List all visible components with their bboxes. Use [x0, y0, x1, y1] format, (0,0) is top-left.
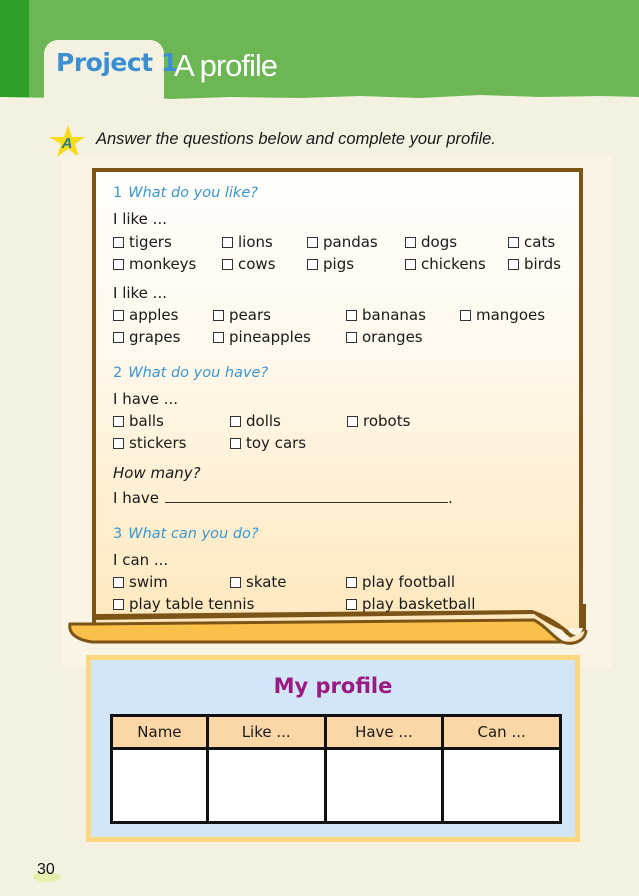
option-label: swim — [129, 573, 168, 591]
page-title: A profile — [174, 48, 278, 83]
option-mangoes[interactable] — [460, 306, 545, 324]
column-header-have: Have ... — [325, 716, 443, 749]
option-label: balls — [129, 412, 164, 430]
checkbox[interactable] — [230, 416, 241, 427]
prompt-like-fruit: I like ... — [113, 284, 167, 302]
checkbox[interactable] — [113, 259, 124, 270]
option-pineapples[interactable] — [213, 328, 311, 346]
profile-table — [110, 714, 562, 824]
option-chickens[interactable] — [405, 255, 486, 273]
option-label: monkeys — [129, 255, 197, 273]
project-label: Project 1 — [56, 48, 178, 77]
checkbox[interactable] — [113, 310, 124, 321]
option-label: pineapples — [229, 328, 311, 346]
question-2 — [113, 365, 268, 381]
instruction-text: Answer the questions below and complete your profile. — [96, 130, 496, 148]
option-label: play table tennis — [129, 595, 255, 613]
checkbox[interactable] — [113, 599, 124, 610]
checkbox[interactable] — [508, 237, 519, 248]
question-text: What do you have? — [128, 365, 269, 381]
like-cell[interactable] — [207, 749, 325, 823]
option-grapes[interactable] — [113, 328, 180, 346]
profile-header-row — [112, 716, 561, 749]
option-label: birds — [524, 255, 561, 273]
profile-title: My profile — [273, 674, 393, 698]
checkbox[interactable] — [222, 237, 233, 248]
question-3 — [113, 526, 259, 542]
option-label: skate — [246, 573, 287, 591]
checkbox[interactable] — [307, 259, 318, 270]
option-label: cows — [238, 255, 276, 273]
option-monkeys[interactable] — [113, 255, 196, 273]
checkbox[interactable] — [346, 577, 357, 588]
checkbox[interactable] — [508, 259, 519, 270]
how-many-answer — [113, 489, 453, 507]
option-label: grapes — [129, 328, 181, 346]
option-label: play basketball — [362, 595, 476, 613]
can-cell[interactable] — [443, 749, 561, 823]
option-balls[interactable] — [113, 412, 164, 430]
option-skate[interactable] — [230, 573, 287, 591]
page-number: 30 — [37, 861, 55, 878]
column-header-name: Name — [112, 716, 208, 749]
option-label: cats — [524, 233, 556, 251]
checkbox[interactable] — [113, 237, 124, 248]
option-swim[interactable] — [113, 573, 168, 591]
name-cell[interactable] — [112, 749, 208, 823]
have-cell[interactable] — [325, 749, 443, 823]
question-number: 1 — [113, 185, 123, 201]
option-apples[interactable] — [113, 306, 178, 324]
option-dolls[interactable] — [230, 412, 281, 430]
prompt-have: I have ... — [113, 390, 179, 408]
option-label: dogs — [421, 233, 458, 251]
sentence-end: . — [448, 489, 453, 507]
checkbox[interactable] — [113, 438, 124, 449]
column-header-can: Can ... — [443, 716, 561, 749]
checkbox[interactable] — [346, 599, 357, 610]
option-play-football[interactable] — [346, 573, 455, 591]
option-label: chickens — [421, 255, 486, 273]
checkbox[interactable] — [113, 332, 124, 343]
how-many-prompt: I have — [113, 489, 159, 507]
option-label: dolls — [246, 412, 281, 430]
option-label: apples — [129, 306, 179, 324]
question-text: What do you like? — [128, 185, 258, 201]
checkbox[interactable] — [460, 310, 471, 321]
question-number: 3 — [113, 526, 123, 542]
prompt-can: I can ... — [113, 551, 169, 569]
checkbox[interactable] — [113, 577, 124, 588]
profile-box — [86, 655, 580, 842]
option-label: toy cars — [246, 434, 307, 452]
checkbox[interactable] — [230, 438, 241, 449]
question-text: What can you do? — [128, 526, 259, 542]
question-number: 2 — [113, 365, 123, 381]
option-toy-cars[interactable] — [230, 434, 306, 452]
option-label: oranges — [362, 328, 423, 346]
checkbox[interactable] — [213, 332, 224, 343]
option-stickers[interactable] — [113, 434, 186, 452]
option-label: bananas — [362, 306, 426, 324]
checkbox[interactable] — [347, 416, 358, 427]
checkbox[interactable] — [346, 310, 357, 321]
badge-letter: A — [61, 135, 73, 152]
option-label: pears — [229, 306, 271, 324]
option-label: play football — [362, 573, 456, 591]
option-bananas[interactable] — [346, 306, 426, 324]
option-label: lions — [238, 233, 273, 251]
option-pigs[interactable] — [307, 255, 354, 273]
option-oranges[interactable] — [346, 328, 423, 346]
checkbox[interactable] — [222, 259, 233, 270]
checkbox[interactable] — [307, 237, 318, 248]
option-label: pandas — [323, 233, 378, 251]
option-dogs[interactable] — [405, 233, 457, 251]
prompt-like-animals: I like ... — [113, 210, 167, 228]
option-cows[interactable] — [222, 255, 276, 273]
option-label: robots — [363, 412, 411, 430]
option-label: pigs — [323, 255, 355, 273]
option-label: tigers — [129, 233, 172, 251]
checkbox[interactable] — [405, 237, 416, 248]
question-1 — [113, 185, 258, 201]
checkbox[interactable] — [213, 310, 224, 321]
checkbox[interactable] — [113, 416, 124, 427]
header-stripe — [0, 0, 29, 100]
how-many-input[interactable] — [165, 489, 448, 503]
column-header-like: Like ... — [207, 716, 325, 749]
option-cats[interactable] — [508, 233, 555, 251]
option-robots[interactable] — [347, 412, 410, 430]
option-label: mangoes — [476, 306, 546, 324]
option-play-basketball[interactable] — [346, 595, 475, 613]
option-tigers[interactable] — [113, 233, 172, 251]
option-lions[interactable] — [222, 233, 273, 251]
option-play-table-tennis[interactable] — [113, 595, 254, 613]
checkbox[interactable] — [405, 259, 416, 270]
option-label: stickers — [129, 434, 187, 452]
option-pandas[interactable] — [307, 233, 378, 251]
checkbox[interactable] — [346, 332, 357, 343]
option-pears[interactable] — [213, 306, 271, 324]
how-many-question: How many? — [113, 464, 201, 482]
profile-row — [112, 749, 561, 823]
checkbox[interactable] — [230, 577, 241, 588]
option-birds[interactable] — [508, 255, 561, 273]
